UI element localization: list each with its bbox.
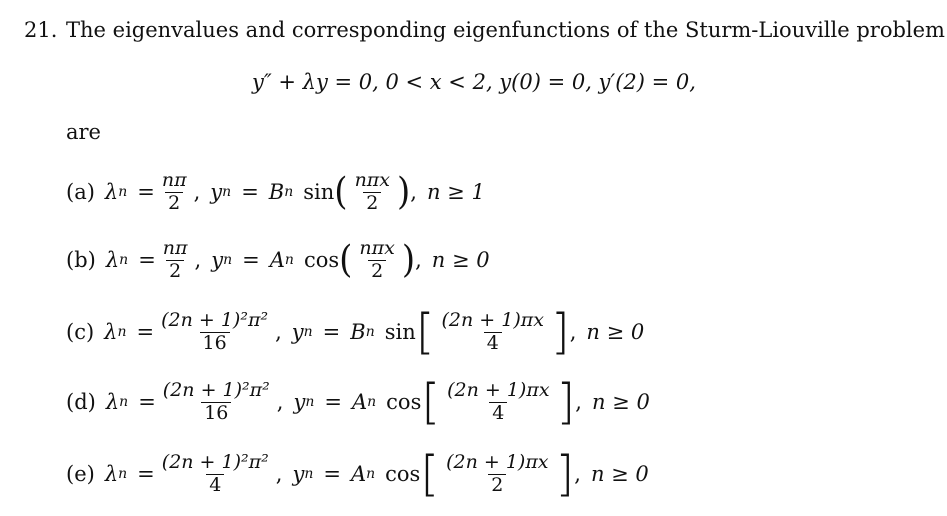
eigenvalue-fraction-numerator: (2n + 1)²π² [161, 308, 269, 331]
option-label: (e) [66, 462, 95, 486]
close-bracket: ) [397, 170, 411, 215]
comma: , [275, 320, 282, 344]
comma: , [276, 390, 284, 414]
coefficient: B [268, 180, 285, 205]
equals-sign: = [322, 320, 341, 344]
eigenvalue-fraction-denominator: 16 [201, 402, 231, 425]
option-label: (b) [66, 248, 96, 273]
option-label: (d) [66, 390, 96, 414]
open-bracket: [ [415, 304, 435, 360]
argument-fraction-denominator: 2 [368, 260, 386, 283]
coefficient: A [351, 390, 368, 414]
eigenvalue-fraction-numerator: (2n + 1)²π² [162, 378, 270, 401]
y-subscript: n [305, 394, 315, 410]
eigenvalue-fraction [159, 170, 190, 215]
lambda: λ [105, 390, 120, 414]
argument-fraction [352, 170, 393, 215]
lambda: λ [105, 248, 120, 273]
argument-fraction [439, 310, 547, 355]
eigenvalue-fraction-denominator: 2 [166, 260, 184, 283]
index-condition: n ≥ 0 [591, 390, 650, 414]
coefficient-subscript: n [367, 394, 377, 410]
option-label: (a) [66, 180, 95, 205]
y: y [211, 248, 224, 273]
lambda: λ [104, 462, 119, 486]
eigenvalue-fraction-numerator: (2n + 1)²π² [161, 450, 269, 473]
comma: , [575, 390, 582, 414]
y: y [293, 390, 306, 414]
argument-fraction-denominator: 4 [489, 402, 507, 425]
equals-sign: = [138, 390, 156, 414]
comma: , [275, 462, 283, 486]
argument-fraction-numerator: nπx [359, 237, 395, 259]
lambda-subscript: n [119, 252, 129, 269]
option-label: (c) [66, 320, 95, 344]
comma: , [415, 248, 422, 273]
option-a[interactable] [66, 170, 485, 215]
comma: , [193, 180, 201, 205]
close-bracket: ] [556, 374, 576, 430]
close-bracket: ] [550, 304, 570, 360]
argument-fraction-numerator: (2n + 1)πx [441, 308, 544, 331]
open-bracket: ( [334, 170, 348, 215]
open-bracket: [ [421, 374, 441, 430]
equals-sign: = [242, 248, 260, 273]
y: y [210, 180, 223, 205]
y-subscript: n [222, 184, 232, 201]
argument-fraction [356, 238, 397, 283]
option-b[interactable] [66, 238, 490, 283]
index-condition: n ≥ 0 [431, 248, 490, 273]
y: y [291, 320, 304, 344]
coefficient-subscript: n [284, 252, 294, 269]
function-name: sin [303, 180, 335, 205]
y-subscript: n [223, 252, 233, 269]
lambda-subscript: n [118, 466, 128, 482]
eigenvalue-fraction-numerator: nπ [162, 237, 188, 259]
lambda-subscript: n [117, 324, 127, 340]
option-c[interactable] [66, 304, 645, 360]
equation: y″ + λy = 0, 0 < x < 2, y(0) = 0, y′(2) = 0, [252, 70, 696, 94]
option-e[interactable] [66, 446, 649, 502]
lambda-subscript: n [119, 394, 129, 410]
eigenvalue-fraction [159, 452, 272, 497]
eigenvalue-fraction-denominator: 16 [200, 332, 230, 355]
y-subscript: n [303, 324, 313, 340]
eigenvalue-fraction-denominator: 2 [165, 192, 183, 215]
argument-fraction-denominator: 2 [363, 192, 381, 215]
comma: , [574, 462, 581, 486]
coefficient: A [350, 462, 367, 486]
argument-fraction-numerator: nπx [354, 169, 391, 191]
comma: , [194, 248, 202, 273]
equals-sign: = [324, 390, 342, 414]
argument-fraction-denominator: 4 [484, 332, 502, 355]
function-name: sin [384, 320, 416, 344]
y-subscript: n [304, 466, 314, 482]
index-condition: n ≥ 0 [586, 320, 645, 344]
eigenvalue-fraction-numerator: nπ [161, 169, 187, 191]
problem-statement: The eigenvalues and corresponding eigenfunctions of the Sturm-Liouville problem [66, 18, 945, 42]
coefficient-subscript: n [365, 324, 375, 340]
eigenvalue-fraction [160, 238, 191, 283]
equals-sign: = [137, 180, 155, 205]
lambda: λ [104, 180, 119, 205]
equals-sign: = [138, 248, 156, 273]
argument-fraction [443, 452, 551, 497]
close-bracket: ) [401, 238, 416, 283]
comma: , [569, 320, 577, 344]
eigenvalue-fraction-denominator: 4 [206, 474, 224, 497]
problem-number: 21. [24, 18, 58, 42]
comma: , [410, 180, 417, 205]
argument-fraction [444, 380, 552, 425]
function-name: cos [385, 462, 421, 486]
y: y [292, 462, 305, 486]
coefficient: A [269, 248, 285, 273]
function-name: cos [303, 248, 340, 273]
coefficient: B [350, 320, 366, 344]
coefficient-subscript: n [284, 184, 294, 201]
are-label: are [66, 120, 101, 144]
close-bracket: ] [555, 446, 575, 502]
open-bracket: [ [420, 446, 440, 502]
equals-sign: = [241, 180, 259, 205]
coefficient-subscript: n [366, 466, 376, 482]
equals-sign: = [137, 462, 155, 486]
function-name: cos [386, 390, 422, 414]
argument-fraction-denominator: 2 [488, 474, 506, 497]
option-d[interactable] [66, 374, 650, 430]
lambda-subscript: n [118, 184, 128, 201]
index-condition: n ≥ 0 [590, 462, 649, 486]
index-condition: n ≥ 1 [426, 180, 485, 205]
equals-sign: = [136, 320, 155, 344]
argument-fraction-numerator: (2n + 1)πx [446, 450, 549, 473]
argument-fraction-numerator: (2n + 1)πx [447, 378, 550, 401]
lambda: λ [104, 320, 118, 344]
eigenvalue-fraction [160, 380, 273, 425]
equals-sign: = [323, 462, 341, 486]
open-bracket: ( [339, 238, 353, 283]
eigenvalue-fraction [158, 310, 271, 355]
